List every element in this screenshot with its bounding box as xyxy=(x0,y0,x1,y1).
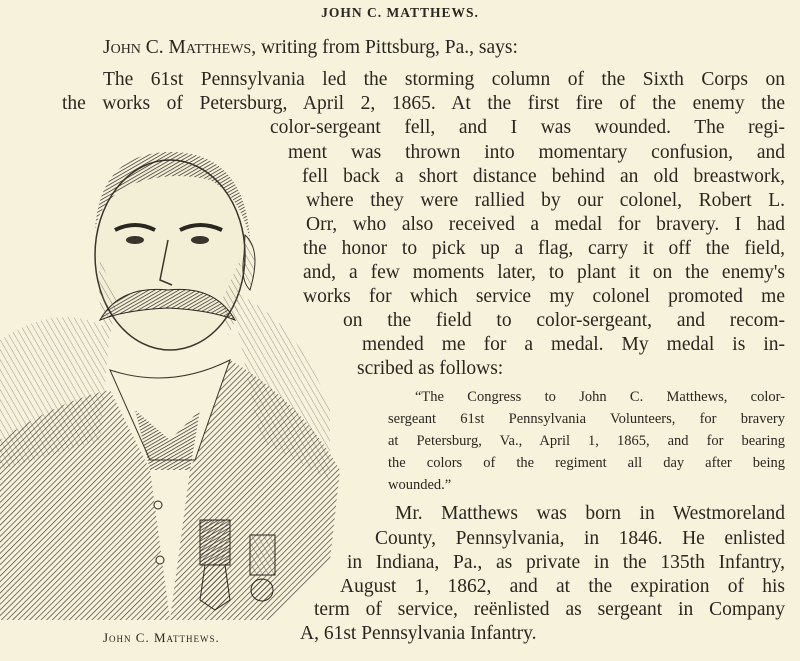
body-line: ment was thrown into momentary confusion, and xyxy=(288,142,785,163)
closing-line: in Indiana, Pa., as private in the 135th Infantry, xyxy=(347,552,785,573)
closing-line: Mr. Matthews was born in Westmoreland xyxy=(395,503,785,524)
portrait-engraving xyxy=(0,140,360,630)
body-line: the works of Petersburg, April 2, 1865. At the first fire of the enemy the xyxy=(62,93,785,114)
closing-line: term of service, reënlisted as sergeant in Company xyxy=(314,599,785,620)
body-line: The 61st Pennsylvania led the storming column of the Sixth Corps on xyxy=(103,69,785,90)
body-line: Orr, who also received a medal for bravery. I had xyxy=(306,214,785,235)
running-title: JOHN C. MATTHEWS. xyxy=(321,5,479,20)
quote-line: wounded.” xyxy=(388,477,452,493)
quote-line: “The Congress to John C. Matthews, color- xyxy=(415,389,785,405)
closing-line: A, 61st Pennsylvania Infantry. xyxy=(300,623,537,644)
quote-line: sergeant 61st Pennsylvania Volunteers, for bravery xyxy=(388,411,785,427)
closing-line: August 1, 1862, and at the expiration of his xyxy=(340,576,785,597)
closing-line: County, Pennsylvania, in 1846. He enlisted xyxy=(375,528,785,549)
body-line: the honor to pick up a flag, carry it off the field, xyxy=(303,238,785,259)
body-line: color-sergeant fell, and I was wounded. The regi- xyxy=(270,117,785,138)
quote-line: the colors of the regiment all day after being xyxy=(388,455,785,471)
body-line: where they were rallied by our colonel, Robert L. xyxy=(306,190,785,211)
body-line: and, a few moments later, to plant it on the enemy's xyxy=(303,262,785,283)
body-line: on the field to color-sergeant, and recom- xyxy=(343,310,785,331)
quote-line: at Petersburg, Va., April 1, 1865, and for bearing xyxy=(388,433,785,449)
body-line: works for which service my colonel promoted me xyxy=(303,286,785,307)
body-line: fell back a short distance behind an old breastwork, xyxy=(302,166,785,187)
intro-text: , writing from Pittsburg, Pa., says: xyxy=(251,37,518,58)
body-line: mended me for a medal. My medal is in- xyxy=(362,334,785,355)
intro-name: John C. Matthews xyxy=(103,37,252,58)
portrait-caption: John C. Matthews. xyxy=(103,630,220,645)
intro-line xyxy=(103,36,518,60)
body-line: scribed as follows: xyxy=(357,358,504,379)
